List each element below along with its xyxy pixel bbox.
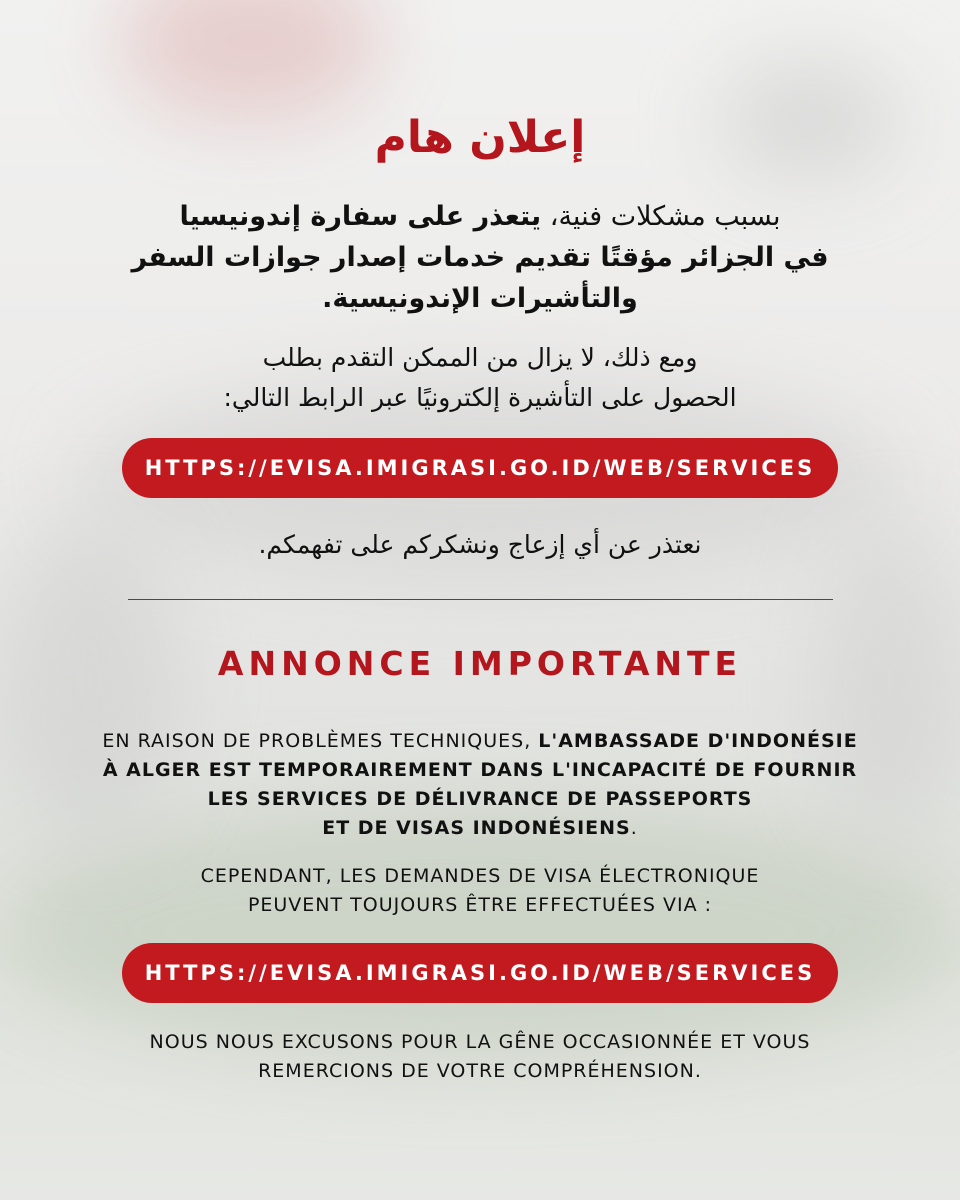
french-para1-bold1: L'AMBASSADE D'INDONÉSIE xyxy=(538,730,858,752)
section-divider xyxy=(128,599,833,600)
french-para1-intro: EN RAISON DE PROBLÈMES TECHNIQUES, xyxy=(102,730,539,752)
arabic-para1-bold2: في الجزائر مؤقتًا تقديم خدمات إصدار جوازات السفر xyxy=(131,242,829,273)
french-para1-bold3: LES SERVICES DE DÉLIVRANCE DE PASSEPORTS xyxy=(207,788,753,810)
french-para1-bold4: ET DE VISAS INDONÉSIENS xyxy=(322,817,631,839)
arabic-paragraph-2 xyxy=(140,338,820,418)
french-para2-line1: CEPENDANT, LES DEMANDES DE VISA ÉLECTRONIQUE xyxy=(200,865,760,887)
french-title: ANNONCE IMPORTANTE xyxy=(217,644,743,683)
french-apology xyxy=(40,1028,920,1086)
arabic-para1-bold3: والتأشيرات الإندونيسية. xyxy=(322,283,638,314)
arabic-apology: نعتذر عن أي إزعاج ونشكركم على تفهمكم. xyxy=(258,530,702,559)
arabic-para2-line1: ومع ذلك، لا يزال من الممكن التقدم بطلب xyxy=(262,343,698,372)
french-apology-line1: NOUS NOUS EXCUSONS POUR LA GÊNE OCCASIONNÉE ET VOUS xyxy=(149,1031,811,1053)
arabic-para1-bold1: يتعذر على سفارة إندونيسيا xyxy=(179,201,542,232)
french-para1-end: . xyxy=(630,817,638,839)
french-para1-bold2: À ALGER EST TEMPORAIREMENT DANS L'INCAPACITÉ DE FOURNIR xyxy=(102,759,858,781)
arabic-para1-intro: بسبب مشكلات فنية، xyxy=(541,201,781,232)
french-apology-line2: REMERCIONS DE VOTRE COMPRÉHENSION. xyxy=(258,1060,702,1082)
evisa-link-button-french[interactable]: HTTPS://EVISA.IMIGRASI.GO.ID/WEB/SERVICES xyxy=(122,943,838,1003)
arabic-title: إعلان هام xyxy=(374,112,586,163)
french-para2-line2: PEUVENT TOUJOURS ÊTRE EFFECTUÉES VIA : xyxy=(247,894,713,916)
french-paragraph-2 xyxy=(40,862,920,920)
arabic-para2-line2: الحصول على التأشيرة إلكترونيًا عبر الرابط التالي: xyxy=(223,383,737,412)
evisa-link-button-arabic[interactable]: HTTPS://EVISA.IMIGRASI.GO.ID/WEB/SERVICES xyxy=(122,438,838,498)
arabic-paragraph-1 xyxy=(110,196,850,319)
french-paragraph-1 xyxy=(40,727,920,843)
